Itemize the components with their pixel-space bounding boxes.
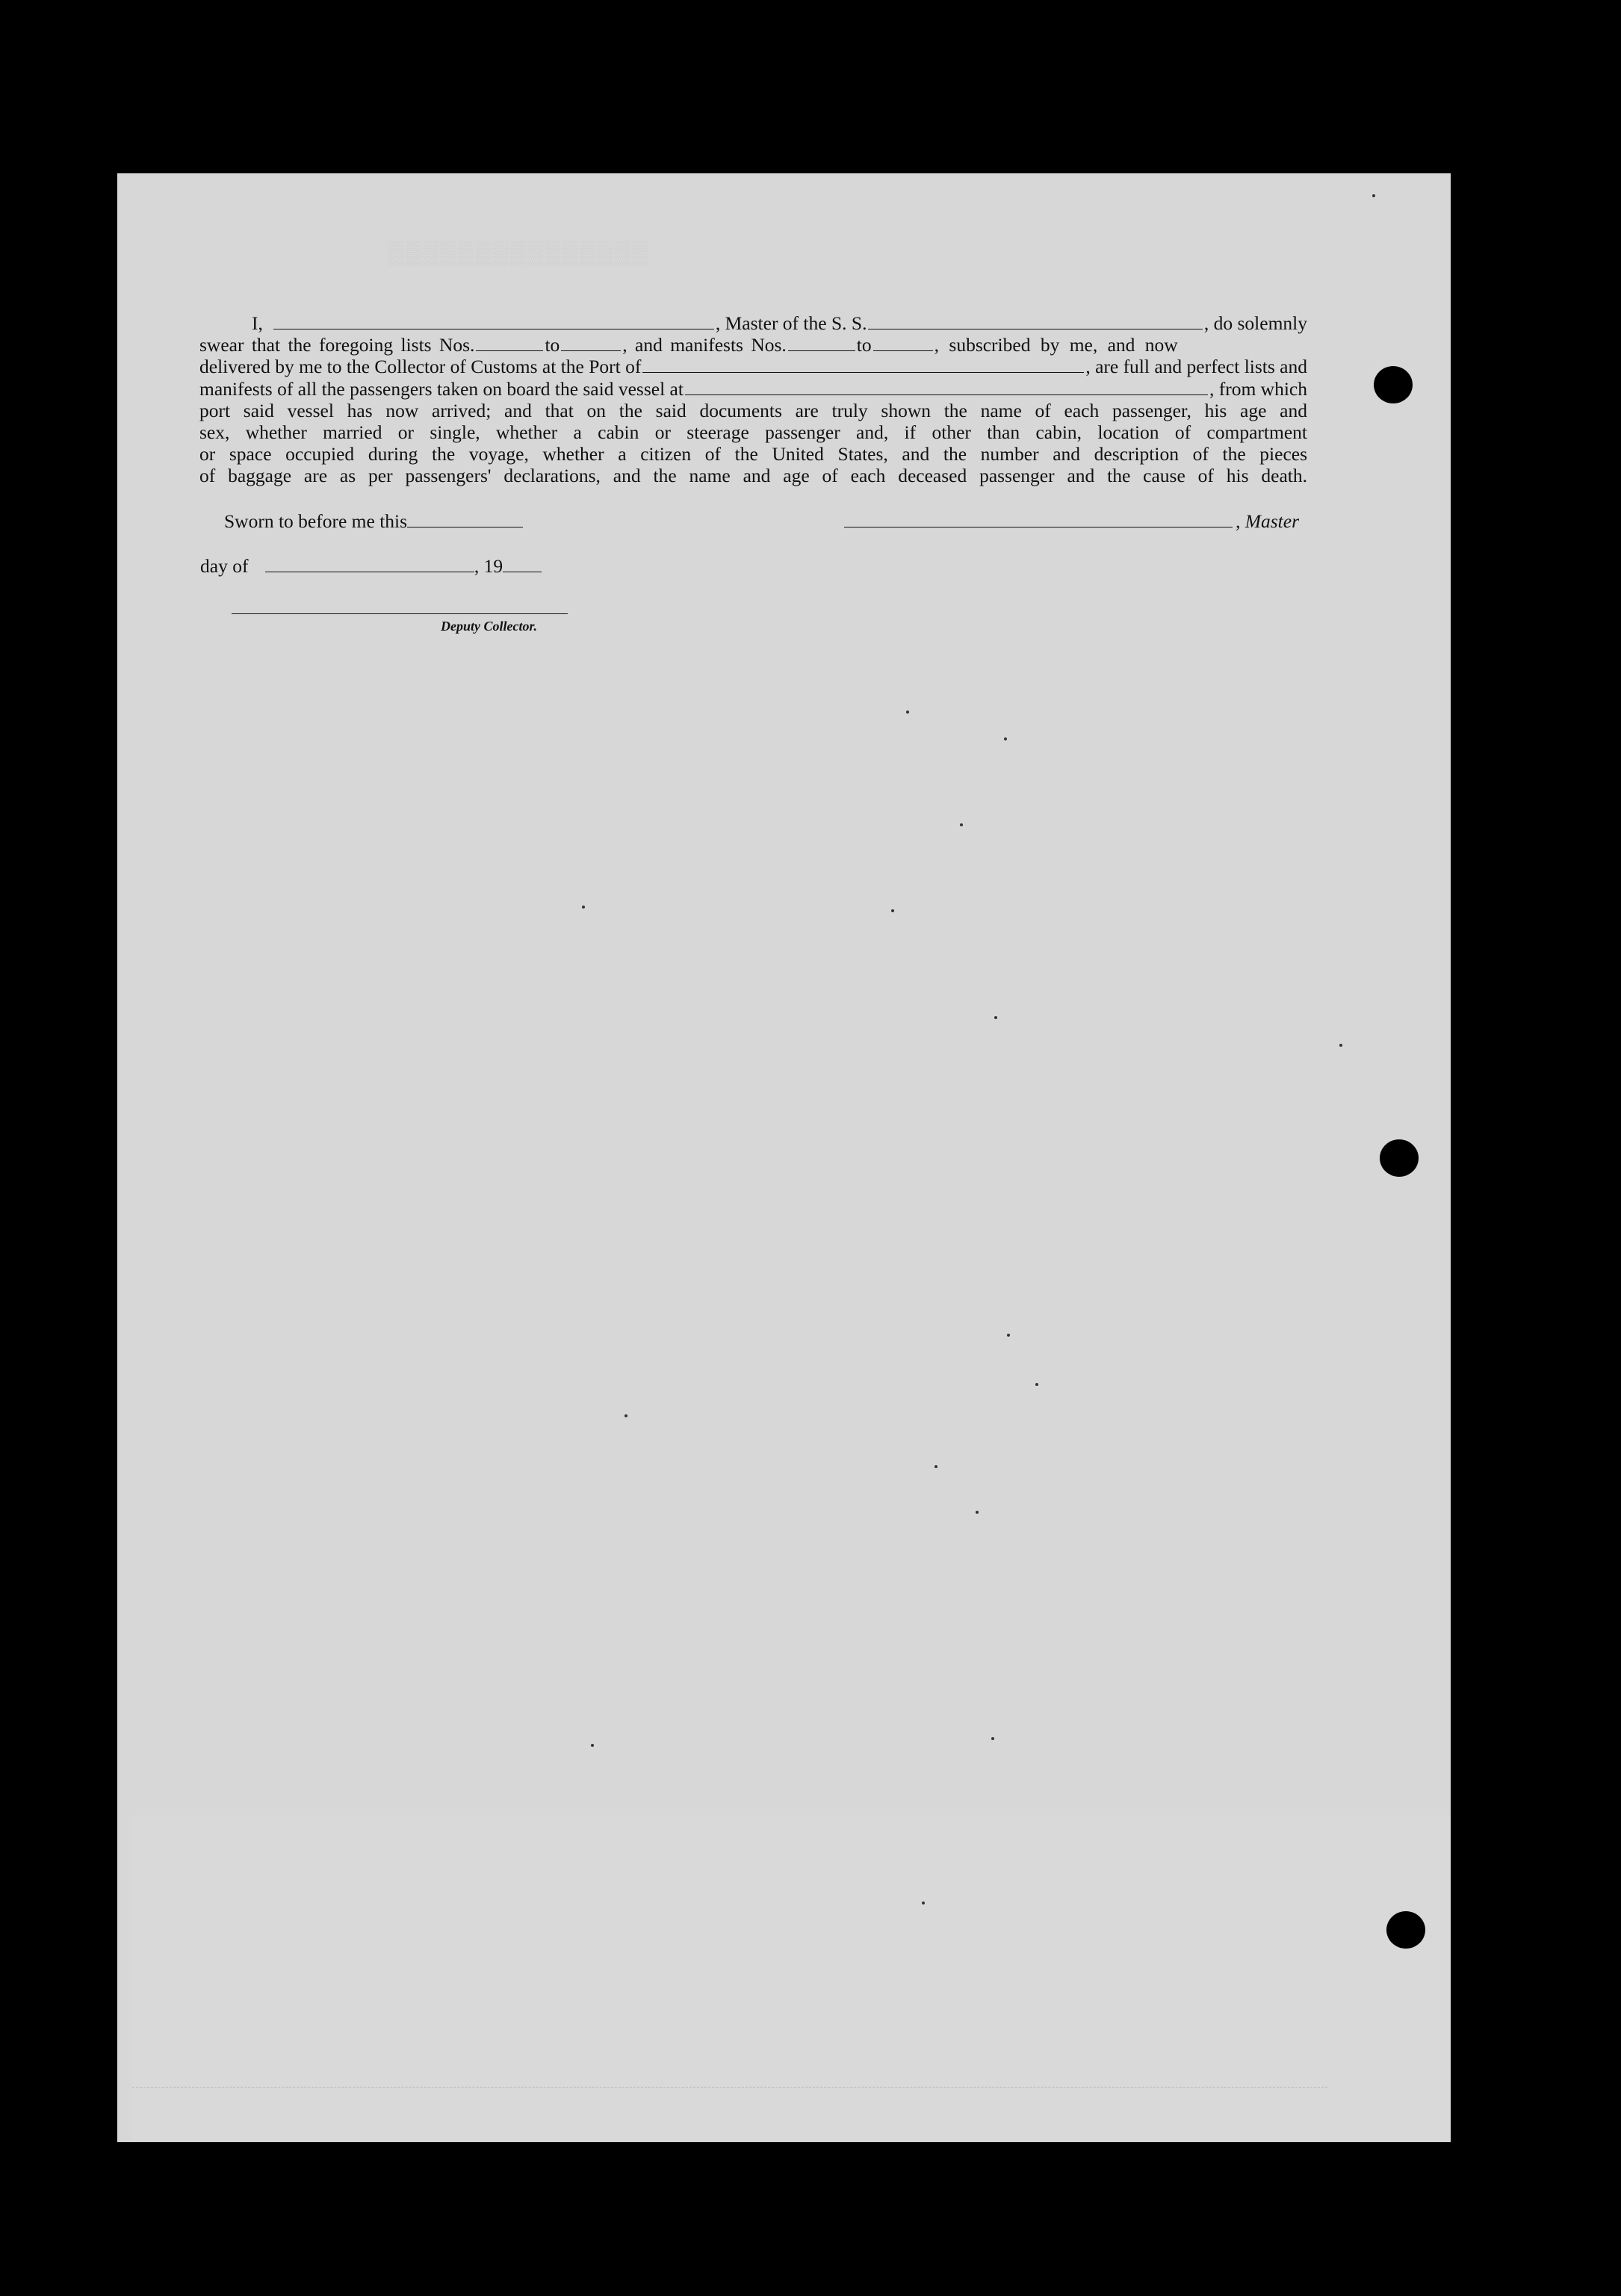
departure-port-blank bbox=[685, 380, 1208, 395]
master-label: , Master bbox=[1236, 510, 1299, 532]
paper-speck bbox=[991, 1737, 994, 1740]
paper-speck bbox=[591, 1744, 594, 1747]
deputy-collector-label: Deputy Collector. bbox=[441, 619, 537, 634]
day-of-line bbox=[200, 555, 542, 578]
manifest-to-blank bbox=[873, 335, 933, 351]
sworn-label: Sworn to before me this bbox=[224, 510, 408, 532]
oath-text: , and manifests Nos. bbox=[622, 334, 787, 356]
oath-line-6: sex, whether married or single, whether a cabin or steerage passenger and, if other than cabin, location of compartment bbox=[199, 421, 1307, 444]
paper-speck bbox=[960, 823, 963, 826]
sworn-line bbox=[224, 510, 523, 533]
paper-speck bbox=[922, 1902, 925, 1904]
oath-text: , Master of the S. S. bbox=[715, 312, 867, 334]
punch-hole bbox=[1380, 1139, 1419, 1177]
oath-paragraph bbox=[199, 312, 1307, 487]
oath-text: I, bbox=[252, 312, 263, 334]
paper-speck bbox=[906, 711, 909, 714]
paper-speck bbox=[994, 1016, 997, 1019]
oath-line-3 bbox=[199, 356, 1307, 377]
paper-speck bbox=[1339, 1044, 1342, 1047]
oath-text: , do solemnly bbox=[1203, 312, 1307, 334]
month-blank bbox=[265, 555, 474, 572]
punch-hole bbox=[1374, 366, 1413, 403]
paper-speck bbox=[624, 1414, 627, 1417]
oath-text: manifests of all the passengers taken on board the said vessel at bbox=[199, 377, 684, 400]
paper-speck bbox=[1035, 1383, 1038, 1386]
list-from-blank bbox=[476, 335, 543, 351]
document-page-lower bbox=[132, 1816, 1451, 2141]
paper-speck bbox=[1007, 1334, 1010, 1337]
oath-text: , from which bbox=[1209, 377, 1307, 400]
oath-text: to bbox=[545, 334, 560, 356]
sworn-date-blank bbox=[407, 510, 523, 527]
deputy-signature-blank bbox=[232, 613, 568, 614]
bottom-rule bbox=[132, 2087, 1327, 2088]
paper-speck bbox=[935, 1465, 937, 1468]
oath-text: delivered by me to the Collector of Customs at the Port of bbox=[199, 356, 642, 378]
paper-speck bbox=[976, 1511, 979, 1514]
paper-speck bbox=[1372, 194, 1375, 197]
oath-line-1 bbox=[199, 312, 1307, 334]
master-name-blank bbox=[273, 314, 714, 329]
oath-text: to bbox=[856, 334, 872, 356]
ship-name-blank bbox=[868, 314, 1202, 329]
oath-text: , are full and perfect lists and bbox=[1085, 356, 1307, 378]
year-label: , 19 bbox=[474, 555, 503, 577]
year-blank bbox=[503, 555, 542, 572]
paper-speck bbox=[891, 909, 894, 912]
bleed-through-header: ▒▒▒▒▒▒▒▒▒▒▒▒▒▒▒ bbox=[388, 241, 649, 265]
day-of-label: day of bbox=[200, 555, 249, 577]
master-signature-line bbox=[844, 510, 1299, 533]
manifest-from-blank bbox=[788, 335, 855, 351]
oath-line-4 bbox=[199, 378, 1307, 400]
oath-text: swear that the foregoing lists Nos. bbox=[199, 334, 475, 356]
oath-line-5: port said vessel has now arrived; and that on the said documents are truly shown the name of each passenger, his age and bbox=[199, 399, 1307, 421]
oath-line-7: or space occupied during the voyage, whether a citizen of the United States, and the number and description of the pieces bbox=[199, 443, 1307, 465]
punch-hole bbox=[1386, 1911, 1425, 1949]
paper-speck bbox=[1004, 737, 1007, 740]
paper-speck bbox=[582, 906, 585, 909]
port-blank bbox=[642, 357, 1084, 373]
oath-line-2 bbox=[199, 334, 1307, 356]
oath-text: , subscribed by me, and now bbox=[934, 334, 1178, 356]
master-signature-blank bbox=[844, 510, 1233, 527]
list-to-blank bbox=[561, 335, 621, 351]
oath-line-8: of baggage are as per passengers' declarations, and the name and age of each deceased passenger and the cause of his death. bbox=[199, 465, 1307, 487]
